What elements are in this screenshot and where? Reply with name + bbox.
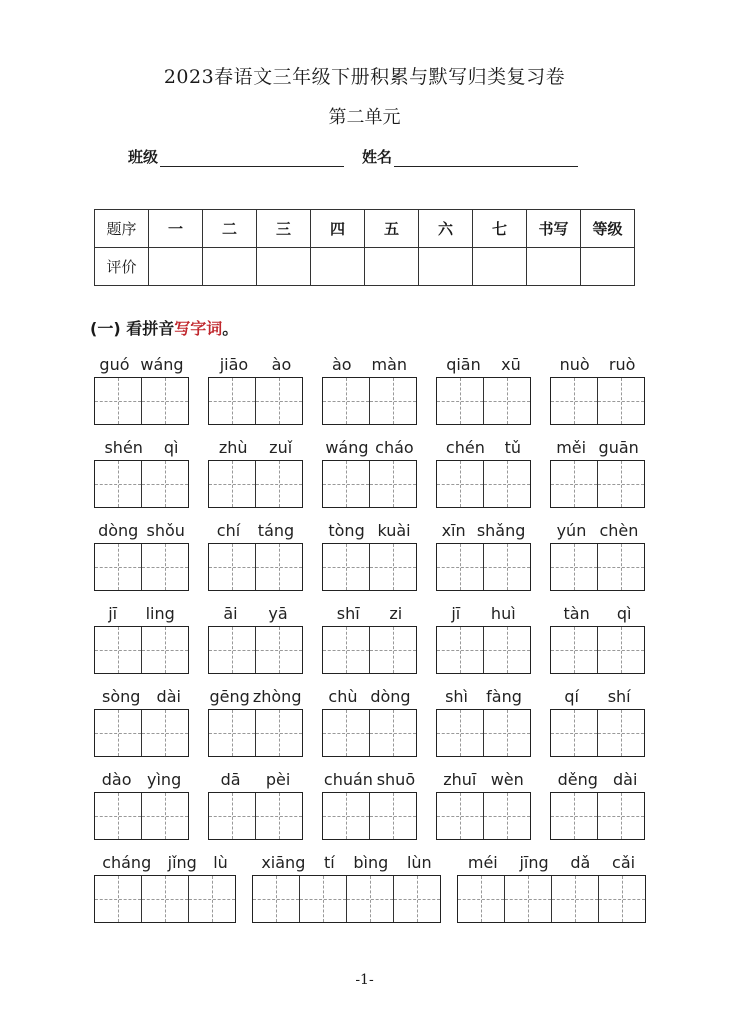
- tianzige-box[interactable]: [323, 544, 370, 590]
- tianzige-box[interactable]: [484, 627, 530, 673]
- pinyin-label: [208, 350, 303, 374]
- eval-cell[interactable]: [527, 248, 581, 286]
- pinyin-syllable: zuǐ: [269, 438, 293, 457]
- writing-boxes: [94, 543, 189, 591]
- tianzige-box[interactable]: [256, 544, 302, 590]
- pinyin-syllable: lùn: [406, 853, 432, 872]
- writing-boxes: [252, 875, 441, 923]
- writing-boxes: [550, 543, 645, 591]
- writing-boxes: [94, 460, 189, 508]
- pinyin-label: [322, 350, 417, 374]
- pinyin-syllable: jī: [108, 604, 118, 623]
- pinyin-syllable: ruò: [608, 355, 636, 374]
- pinyin-syllable: tòng: [328, 521, 365, 540]
- pinyin-syllable: shì: [445, 687, 468, 706]
- tianzige-box[interactable]: [323, 793, 370, 839]
- pinyin-label: [252, 848, 441, 872]
- pinyin-syllable: méi: [467, 853, 498, 872]
- tianzige-box[interactable]: [323, 461, 370, 507]
- word-item: [94, 350, 189, 433]
- tianzige-box[interactable]: [551, 461, 598, 507]
- tianzige-box[interactable]: [370, 710, 416, 756]
- pinyin-syllable: qì: [163, 438, 179, 457]
- pinyin-label: [436, 682, 531, 706]
- word-item: [322, 599, 417, 682]
- exercise-row: [94, 848, 654, 931]
- pinyin-syllable: nuò: [559, 355, 590, 374]
- tianzige-box[interactable]: [551, 710, 598, 756]
- word-item: [550, 765, 645, 848]
- pinyin-label: [436, 516, 531, 540]
- col-header: 五: [365, 210, 419, 248]
- col-header: 等级: [581, 210, 635, 248]
- pinyin-syllable: āi: [223, 604, 238, 623]
- section-heading-prefix: (一) 看拼音: [90, 319, 175, 338]
- tianzige-box[interactable]: [598, 627, 644, 673]
- writing-boxes: [550, 709, 645, 757]
- tianzige-box[interactable]: [142, 627, 188, 673]
- tianzige-box[interactable]: [484, 461, 530, 507]
- row-header-eval: 评价: [95, 248, 149, 286]
- pinyin-syllable: jī: [451, 604, 461, 623]
- pinyin-label: [94, 516, 189, 540]
- pinyin-label: [208, 599, 303, 623]
- writing-boxes: [436, 543, 531, 591]
- writing-boxes: [550, 460, 645, 508]
- word-item: [94, 516, 189, 599]
- pinyin-syllable: shī: [336, 604, 360, 623]
- pinyin-syllable: zhuī: [443, 770, 477, 789]
- pinyin-syllable: pèi: [265, 770, 291, 789]
- eval-cell[interactable]: [149, 248, 203, 286]
- word-item: [94, 765, 189, 848]
- tianzige-box[interactable]: [256, 461, 302, 507]
- writing-boxes: [208, 377, 303, 425]
- tianzige-box[interactable]: [551, 378, 598, 424]
- pinyin-label: [550, 599, 645, 623]
- tianzige-box[interactable]: [484, 793, 530, 839]
- tianzige-box[interactable]: [256, 710, 302, 756]
- pinyin-label: [208, 682, 303, 706]
- tianzige-box[interactable]: [551, 793, 598, 839]
- worksheet-title: 2023春语文三年级下册积累与默写归类复习卷: [163, 66, 566, 88]
- pinyin-syllable: ào: [271, 355, 292, 374]
- pinyin-label: [550, 433, 645, 457]
- pinyin-syllable: sòng: [102, 687, 141, 706]
- col-header: 三: [257, 210, 311, 248]
- class-field[interactable]: [160, 150, 344, 167]
- pinyin-syllable: zhù: [218, 438, 248, 457]
- pinyin-syllable: qiān: [446, 355, 481, 374]
- tianzige-box[interactable]: [323, 378, 370, 424]
- pinyin-syllable: màn: [371, 355, 408, 374]
- pinyin-syllable: zi: [389, 604, 403, 623]
- tianzige-box[interactable]: [95, 793, 142, 839]
- eval-cell[interactable]: [473, 248, 527, 286]
- pinyin-syllable: děng: [557, 770, 598, 789]
- pinyin-syllable: xiāng: [261, 853, 306, 872]
- section-heading-suffix: 。: [222, 319, 239, 338]
- pinyin-syllable: shí: [607, 687, 631, 706]
- tianzige-box[interactable]: [95, 710, 142, 756]
- pinyin-label: [94, 599, 189, 623]
- tianzige-box[interactable]: [95, 627, 142, 673]
- pinyin-syllable: huì: [490, 604, 516, 623]
- writing-boxes: [550, 792, 645, 840]
- word-item: [252, 848, 441, 931]
- word-item: [436, 682, 531, 765]
- pinyin-syllable: zhòng: [252, 687, 302, 706]
- tianzige-box[interactable]: [142, 876, 189, 922]
- col-header: 六: [419, 210, 473, 248]
- writing-boxes: [208, 543, 303, 591]
- pinyin-label: [550, 765, 645, 789]
- word-item: [550, 516, 645, 599]
- pinyin-syllable: chuán: [323, 770, 373, 789]
- eval-cell[interactable]: [581, 248, 635, 286]
- word-item: [94, 682, 189, 765]
- tianzige-box[interactable]: [599, 876, 645, 922]
- tianzige-box[interactable]: [209, 627, 256, 673]
- pinyin-syllable: tǔ: [504, 438, 522, 457]
- pinyin-syllable: cháo: [375, 438, 414, 457]
- pinyin-label: [94, 765, 189, 789]
- pinyin-exercise-grid: [94, 350, 654, 931]
- pinyin-syllable: dài: [156, 687, 181, 706]
- tianzige-box[interactable]: [209, 710, 256, 756]
- writing-boxes: [322, 460, 417, 508]
- writing-boxes: [436, 792, 531, 840]
- pinyin-syllable: xīn: [441, 521, 466, 540]
- writing-boxes: [436, 709, 531, 757]
- tianzige-box[interactable]: [598, 544, 644, 590]
- tianzige-box[interactable]: [551, 627, 598, 673]
- tianzige-box[interactable]: [95, 378, 142, 424]
- pinyin-label: [208, 765, 303, 789]
- pinyin-syllable: chèn: [599, 521, 639, 540]
- pinyin-syllable: ào: [331, 355, 352, 374]
- writing-boxes: [322, 709, 417, 757]
- exercise-row: [94, 516, 654, 599]
- pinyin-syllable: shuō: [376, 770, 416, 789]
- pinyin-syllable: wáng: [325, 438, 369, 457]
- tianzige-box[interactable]: [142, 710, 188, 756]
- tianzige-box[interactable]: [370, 461, 416, 507]
- eval-cell[interactable]: [365, 248, 419, 286]
- pinyin-syllable: shǎng: [476, 521, 526, 540]
- pinyin-syllable: dào: [101, 770, 132, 789]
- tianzige-box[interactable]: [142, 793, 188, 839]
- col-header: 一: [149, 210, 203, 248]
- section-heading-highlight: 写字词: [174, 319, 223, 338]
- tianzige-box[interactable]: [598, 378, 644, 424]
- pinyin-label: [208, 516, 303, 540]
- tianzige-box[interactable]: [437, 627, 484, 673]
- word-item: [550, 350, 645, 433]
- writing-boxes: [94, 875, 236, 923]
- word-item: [550, 682, 645, 765]
- writing-boxes: [436, 626, 531, 674]
- exercise-row: [94, 350, 654, 433]
- tianzige-box[interactable]: [458, 876, 505, 922]
- exercise-row: [94, 599, 654, 682]
- pinyin-label: [436, 433, 531, 457]
- pinyin-syllable: cháng: [102, 853, 152, 872]
- tianzige-box[interactable]: [370, 544, 416, 590]
- tianzige-box[interactable]: [552, 876, 599, 922]
- class-label: 班级: [128, 148, 159, 166]
- pinyin-syllable: jiāo: [219, 355, 249, 374]
- pinyin-syllable: fàng: [486, 687, 522, 706]
- word-item: [208, 765, 303, 848]
- word-item: [436, 599, 531, 682]
- pinyin-syllable: bìng: [353, 853, 389, 872]
- pinyin-syllable: guó: [99, 355, 130, 374]
- pinyin-syllable: dǎ: [570, 853, 591, 872]
- pinyin-syllable: shén: [104, 438, 143, 457]
- pinyin-syllable: chù: [328, 687, 358, 706]
- pinyin-label: [322, 765, 417, 789]
- tianzige-box[interactable]: [598, 710, 644, 756]
- tianzige-box[interactable]: [323, 627, 370, 673]
- pinyin-syllable: tí: [324, 853, 335, 872]
- writing-boxes: [322, 377, 417, 425]
- tianzige-box[interactable]: [598, 793, 644, 839]
- writing-boxes: [208, 792, 303, 840]
- tianzige-box[interactable]: [484, 544, 530, 590]
- tianzige-box[interactable]: [370, 378, 416, 424]
- tianzige-box[interactable]: [437, 378, 484, 424]
- writing-boxes: [457, 875, 646, 923]
- tianzige-box[interactable]: [95, 461, 142, 507]
- pinyin-label: [436, 350, 531, 374]
- tianzige-box[interactable]: [142, 378, 188, 424]
- unit-subtitle: 第二单元: [328, 107, 401, 128]
- name-field[interactable]: [394, 150, 578, 167]
- pinyin-syllable: yìng: [147, 770, 182, 789]
- word-item: [94, 599, 189, 682]
- word-item: [322, 433, 417, 516]
- word-item: [436, 350, 531, 433]
- section-heading: [90, 316, 238, 339]
- pinyin-label: [322, 433, 417, 457]
- writing-boxes: [436, 460, 531, 508]
- pinyin-label: [208, 433, 303, 457]
- pinyin-syllable: dā: [220, 770, 241, 789]
- writing-boxes: [94, 377, 189, 425]
- tianzige-box[interactable]: [209, 378, 256, 424]
- pinyin-syllable: yún: [556, 521, 587, 540]
- pinyin-syllable: dòng: [370, 687, 411, 706]
- word-item: [208, 599, 303, 682]
- writing-boxes: [436, 377, 531, 425]
- pinyin-label: [436, 599, 531, 623]
- pinyin-syllable: jǐng: [167, 853, 197, 872]
- pinyin-syllable: dài: [613, 770, 638, 789]
- pinyin-label: [550, 516, 645, 540]
- col-header: 四: [311, 210, 365, 248]
- eval-cell[interactable]: [257, 248, 311, 286]
- pinyin-label: [94, 350, 189, 374]
- tianzige-box[interactable]: [209, 793, 256, 839]
- pinyin-syllable: lù: [213, 853, 228, 872]
- exercise-row: [94, 765, 654, 848]
- tianzige-box[interactable]: [551, 544, 598, 590]
- writing-boxes: [322, 792, 417, 840]
- exercise-row: [94, 682, 654, 765]
- word-item: [457, 848, 646, 931]
- eval-cell[interactable]: [419, 248, 473, 286]
- pinyin-label: [322, 599, 417, 623]
- tianzige-box[interactable]: [256, 793, 302, 839]
- pinyin-label: [94, 682, 189, 706]
- pinyin-syllable: qí: [564, 687, 579, 706]
- tianzige-box[interactable]: [95, 876, 142, 922]
- score-table-header-row: [95, 210, 635, 248]
- pinyin-syllable: jīng: [519, 853, 549, 872]
- row-header-order: 题序: [95, 210, 149, 248]
- word-item: [322, 765, 417, 848]
- word-item: [208, 682, 303, 765]
- word-item: [436, 765, 531, 848]
- word-item: [208, 433, 303, 516]
- pinyin-syllable: ling: [145, 604, 175, 623]
- tianzige-box[interactable]: [370, 793, 416, 839]
- pinyin-syllable: cǎi: [612, 853, 636, 872]
- tianzige-box[interactable]: [394, 876, 440, 922]
- writing-boxes: [322, 543, 417, 591]
- pinyin-syllable: shǒu: [146, 521, 185, 540]
- col-header: 书写: [527, 210, 581, 248]
- tianzige-box[interactable]: [323, 710, 370, 756]
- pinyin-syllable: yā: [268, 604, 288, 623]
- score-table-eval-row: [95, 248, 635, 286]
- pinyin-label: [436, 765, 531, 789]
- writing-boxes: [208, 709, 303, 757]
- word-item: [436, 433, 531, 516]
- pinyin-label: [457, 848, 646, 872]
- writing-boxes: [208, 460, 303, 508]
- tianzige-box[interactable]: [437, 544, 484, 590]
- tianzige-box[interactable]: [347, 876, 394, 922]
- tianzige-box[interactable]: [209, 461, 256, 507]
- pinyin-label: [550, 350, 645, 374]
- pinyin-syllable: gēng: [209, 687, 250, 706]
- tianzige-box[interactable]: [505, 876, 552, 922]
- col-header: 七: [473, 210, 527, 248]
- tianzige-box[interactable]: [256, 627, 302, 673]
- word-item: [550, 599, 645, 682]
- student-info-row: [128, 146, 578, 167]
- word-item: [322, 682, 417, 765]
- word-item: [322, 350, 417, 433]
- tianzige-box[interactable]: [142, 544, 188, 590]
- pinyin-syllable: chén: [445, 438, 485, 457]
- tianzige-box[interactable]: [484, 378, 530, 424]
- pinyin-label: [94, 433, 189, 457]
- word-item: [208, 516, 303, 599]
- writing-boxes: [322, 626, 417, 674]
- pinyin-syllable: guān: [598, 438, 639, 457]
- writing-boxes: [550, 626, 645, 674]
- tianzige-box[interactable]: [300, 876, 347, 922]
- exercise-row: [94, 433, 654, 516]
- pinyin-syllable: dòng: [98, 521, 139, 540]
- pinyin-syllable: táng: [257, 521, 295, 540]
- pinyin-syllable: wáng: [140, 355, 184, 374]
- tianzige-box[interactable]: [437, 793, 484, 839]
- name-label: 姓名: [362, 148, 393, 166]
- tianzige-box[interactable]: [437, 461, 484, 507]
- word-item: [208, 350, 303, 433]
- pinyin-syllable: chí: [216, 521, 241, 540]
- tianzige-box[interactable]: [437, 710, 484, 756]
- writing-boxes: [94, 709, 189, 757]
- tianzige-box[interactable]: [253, 876, 300, 922]
- tianzige-box[interactable]: [142, 461, 188, 507]
- writing-boxes: [94, 626, 189, 674]
- pinyin-syllable: qì: [616, 604, 632, 623]
- tianzige-box[interactable]: [256, 378, 302, 424]
- pinyin-syllable: wèn: [490, 770, 524, 789]
- tianzige-box[interactable]: [209, 544, 256, 590]
- score-table: [94, 209, 635, 286]
- word-item: [550, 433, 645, 516]
- pinyin-label: [550, 682, 645, 706]
- pinyin-syllable: xū: [501, 355, 521, 374]
- word-item: [94, 433, 189, 516]
- eval-cell[interactable]: [203, 248, 257, 286]
- pinyin-label: [94, 848, 236, 872]
- pinyin-syllable: kuài: [377, 521, 411, 540]
- word-item: [94, 848, 236, 931]
- page-number: -1-: [355, 972, 374, 988]
- pinyin-syllable: tàn: [563, 604, 590, 623]
- tianzige-box[interactable]: [370, 627, 416, 673]
- tianzige-box[interactable]: [484, 710, 530, 756]
- word-item: [322, 516, 417, 599]
- col-header: 二: [203, 210, 257, 248]
- tianzige-box[interactable]: [189, 876, 235, 922]
- writing-boxes: [208, 626, 303, 674]
- writing-boxes: [550, 377, 645, 425]
- pinyin-syllable: měi: [556, 438, 587, 457]
- pinyin-label: [322, 682, 417, 706]
- pinyin-label: [322, 516, 417, 540]
- writing-boxes: [94, 792, 189, 840]
- tianzige-box[interactable]: [95, 544, 142, 590]
- word-item: [436, 516, 531, 599]
- eval-cell[interactable]: [311, 248, 365, 286]
- tianzige-box[interactable]: [598, 461, 644, 507]
